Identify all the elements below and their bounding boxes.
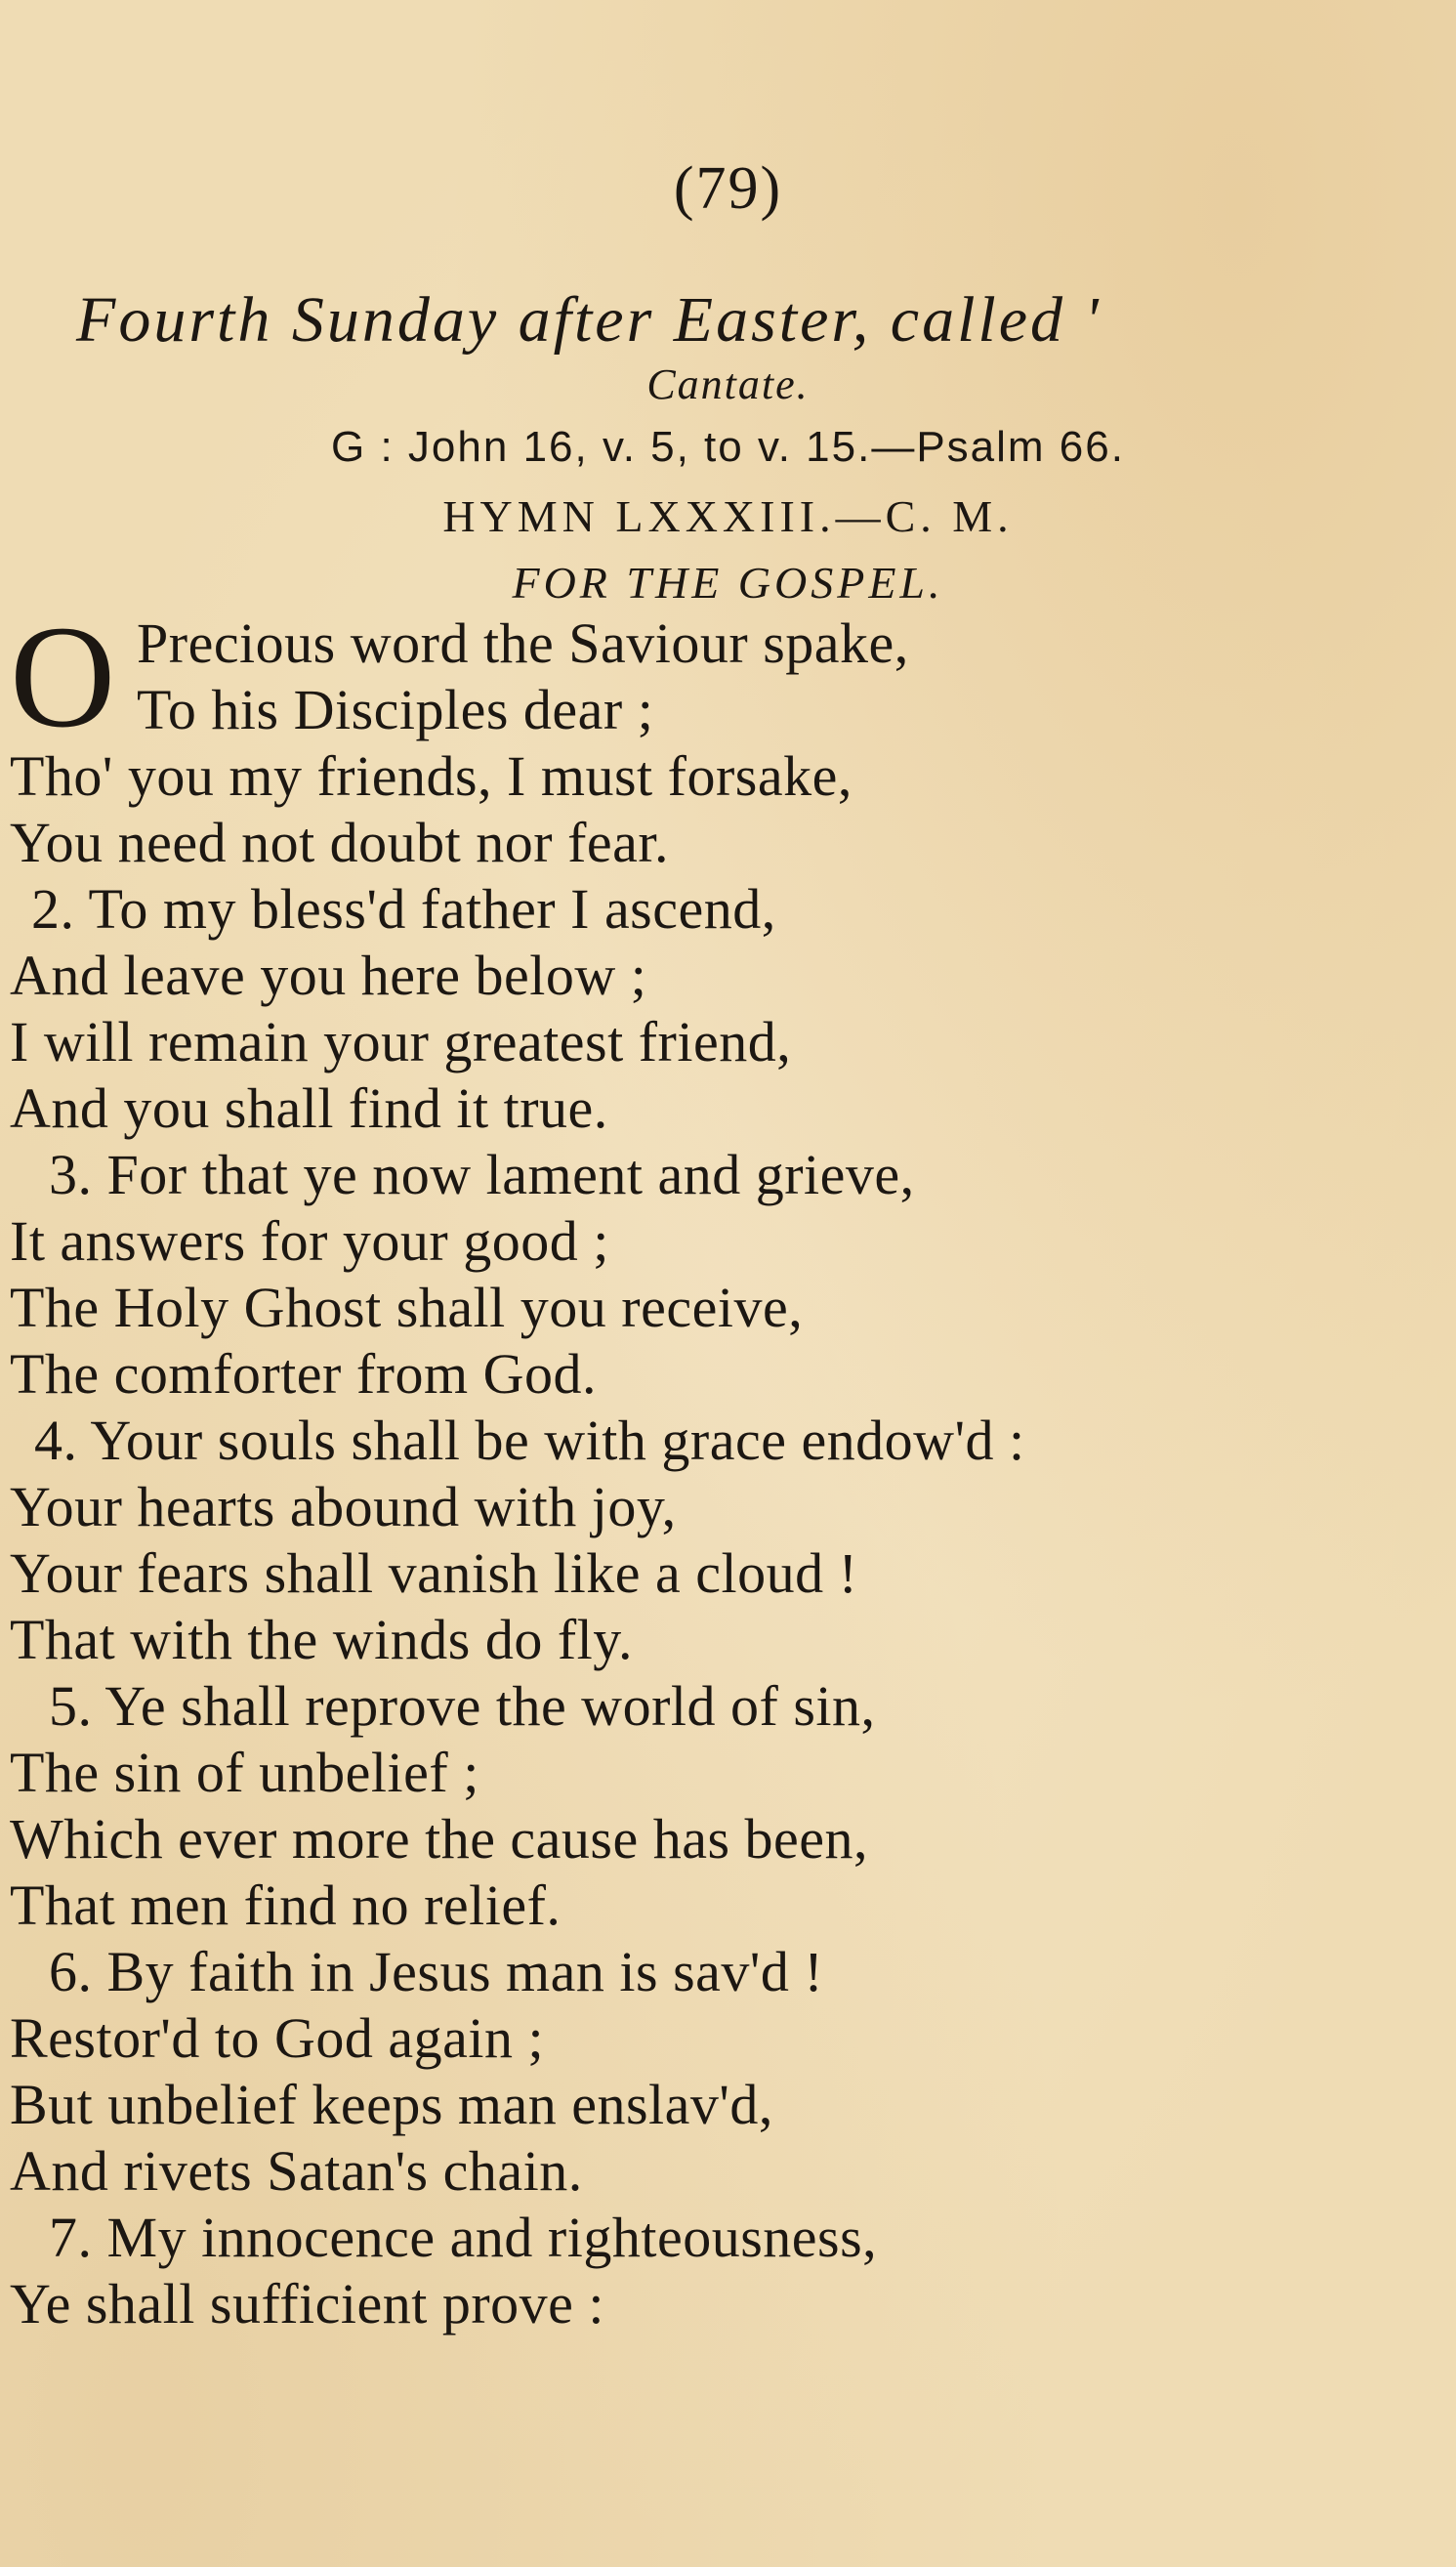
verse-line: To his Disciples dear ; xyxy=(137,678,654,741)
verse-line: It answers for your good ; xyxy=(10,1209,609,1273)
verse-line: The Holy Ghost shall you receive, xyxy=(10,1276,804,1339)
verse-line: Restor'd to God again ; xyxy=(10,2006,545,2070)
verse-line: 5. Ye shall reprove the world of sin, xyxy=(49,1674,876,1738)
verse-line: Tho' you my friends, I must forsake, xyxy=(10,744,853,808)
verse-line: Precious word the Saviour spake, xyxy=(137,611,909,675)
verse-line: The sin of unbelief ; xyxy=(10,1741,479,1804)
verse-line: 4. Your souls shall be with grace endow'd : xyxy=(34,1409,1025,1472)
verse-line: That with the winds do fly. xyxy=(10,1608,633,1671)
verse-line: Ye shall sufficient prove : xyxy=(10,2272,605,2336)
verse-line: I will remain your greatest friend, xyxy=(10,1010,792,1073)
gospel-reference: G : John 16, v. 5, to v. 15.—Psalm 66. xyxy=(331,423,1125,471)
verse-line: 3. For that ye now lament and grieve, xyxy=(49,1143,915,1206)
verse-line: 2. To my bless'd father I ascend, xyxy=(31,877,776,941)
verse-line: You need not doubt nor fear. xyxy=(10,811,670,874)
drop-cap: O xyxy=(10,596,116,758)
verse-line: Your fears shall vanish like a cloud ! xyxy=(10,1541,858,1605)
verse-line: That men find no relief. xyxy=(10,1873,562,1937)
verse-line: Which ever more the cause has been, xyxy=(10,1807,869,1871)
verse-line: Your hearts abound with joy, xyxy=(10,1475,677,1538)
hymn-heading: HYMN LXXXIII.—C. M. xyxy=(442,491,1014,541)
page-number: (79) xyxy=(673,155,783,222)
verse-line: And rivets Satan's chain. xyxy=(10,2139,583,2203)
verse-line: The comforter from God. xyxy=(10,1342,597,1406)
page-title: Fourth Sunday after Easter, called ' xyxy=(76,284,1102,356)
hymn-subheading: FOR THE GOSPEL. xyxy=(512,558,944,608)
page-subtitle: Cantate. xyxy=(646,360,810,408)
verse-line: And you shall find it true. xyxy=(10,1076,608,1140)
verse-line: And leave you here below ; xyxy=(10,944,647,1007)
verse-line: But unbelief keeps man enslav'd, xyxy=(10,2073,773,2136)
verse-line: 7. My innocence and righteousness, xyxy=(49,2206,878,2269)
verse-line: 6. By faith in Jesus man is sav'd ! xyxy=(49,1940,824,2003)
